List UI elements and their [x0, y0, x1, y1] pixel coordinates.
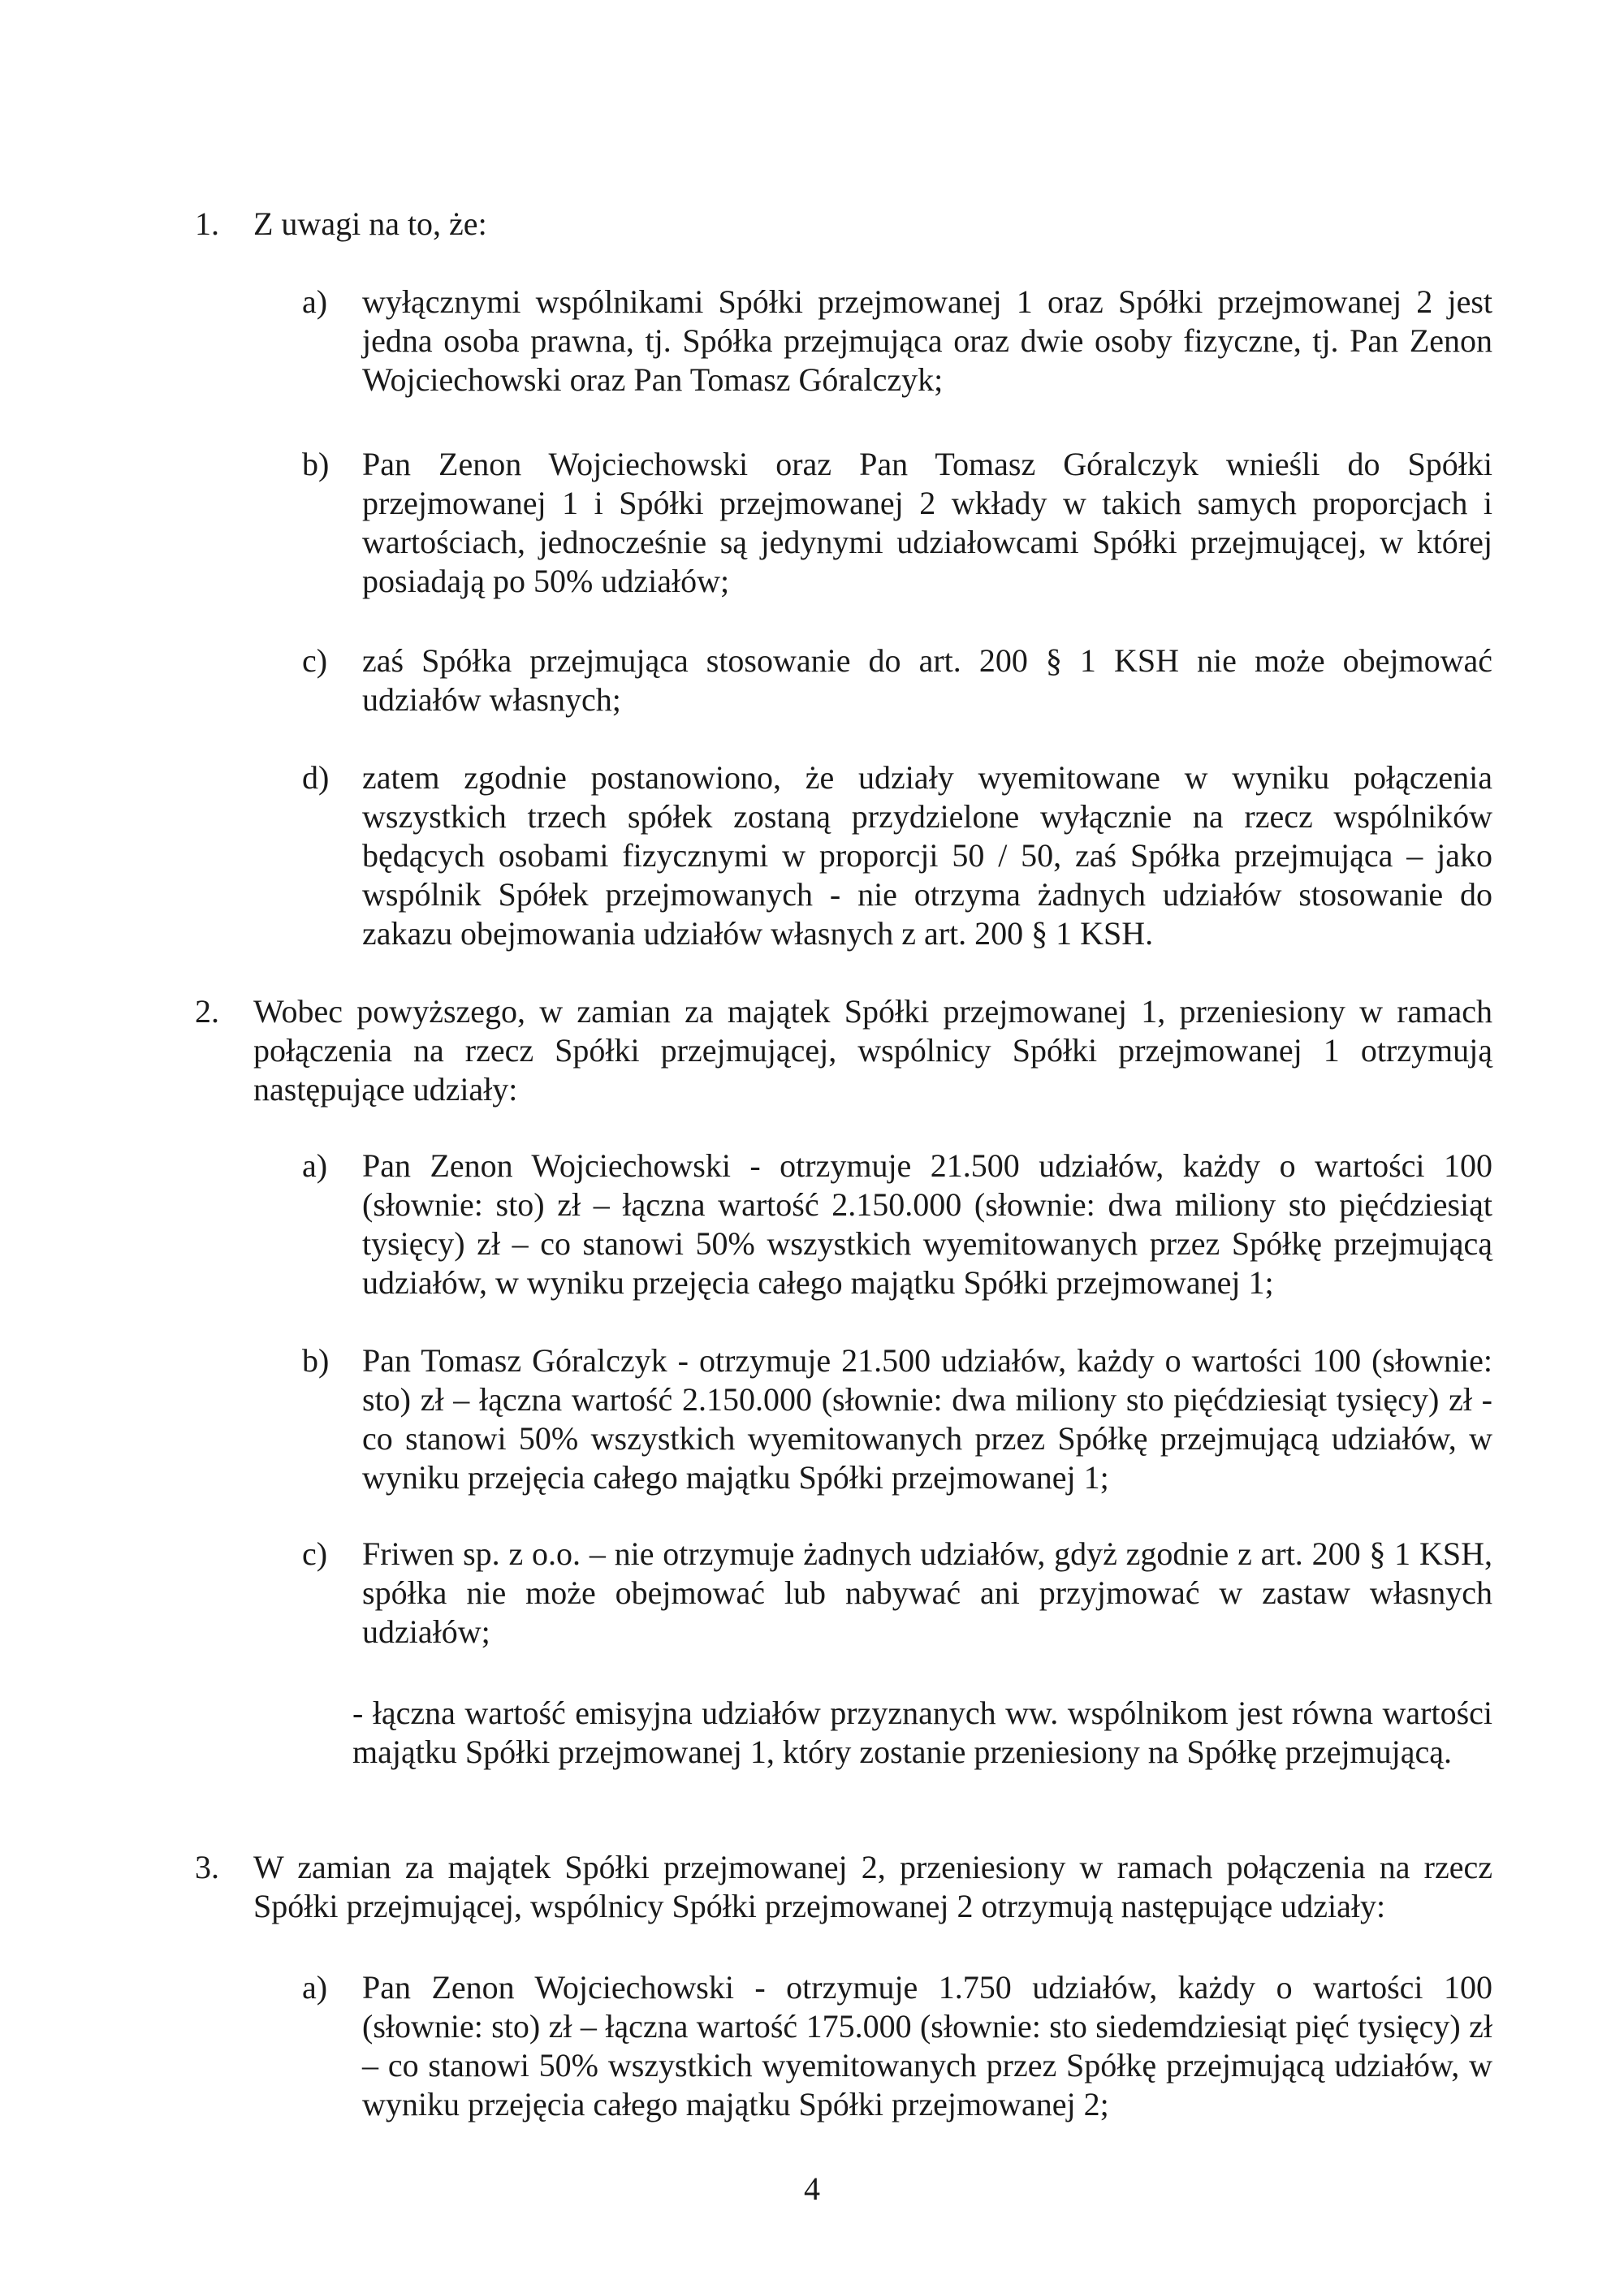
section-2 [195, 992, 1492, 1109]
list-item [302, 1535, 1492, 1652]
item-text: Pan Tomasz Góralczyk - otrzymuje 21.500 udziałów, każdy o wartości 100 (słownie: sto) zł – łączna wartość 2.150.000 (słownie: dwa miliony sto pięćdziesiąt tysięcy) zł - co stanowi 50% wszystkich wyemitowanych przez Spółkę przejmującą udziałów, w wyniku przejęcia całego majątku Spółki przejmowanej 1; [362, 1342, 1492, 1496]
item-label: c) [302, 642, 328, 679]
section-intro: Z uwagi na to, że: [253, 205, 487, 242]
list-item [302, 445, 1492, 601]
item-label: d) [302, 759, 330, 796]
item-label: c) [302, 1535, 328, 1572]
section-number: 3. [195, 1849, 219, 1885]
page-number: 4 [804, 2170, 820, 2207]
item-label: b) [302, 446, 330, 482]
section-intro: Wobec powyższego, w zamian za majątek Spółki przejmowanej 1, przeniesiony w ramach połączenia na rzecz Spółki przejmującej, wspólnicy Spółki przejmowanej 1 otrzymują następujące udziały: [253, 993, 1492, 1108]
item-text: Pan Zenon Wojciechowski oraz Pan Tomasz Góralczyk wnieśli do Spółki przejmowanej 1 i Spółki przejmowanej 2 wkłady w takich samych proporcjach i wartościach, jednocześnie są jedynymi udziałowcami Spółki przejmującej, w której posiadają po 50% udziałów; [362, 446, 1492, 599]
section-number: 1. [195, 205, 219, 242]
item-label: a) [302, 283, 328, 320]
section-3 [195, 1848, 1492, 1926]
section-number: 2. [195, 993, 219, 1030]
list-item [302, 1146, 1492, 1302]
item-text: Pan Zenon Wojciechowski - otrzymuje 1.750 udziałów, każdy o wartości 100 (słownie: sto) zł – łączna wartość 175.000 (słownie: sto siedemdziesiąt pięć tysięcy) zł – co stanowi 50% wszystkich wyemitowanych przez Spółkę przejmującą udziałów, w wyniku przejęcia całego majątku Spółki przejmowanej 2; [362, 1969, 1492, 2122]
item-label: a) [302, 1147, 328, 1184]
item-text: zatem zgodnie postanowiono, że udziały wyemitowane w wyniku połączenia wszystkich trzech spółek zostaną przydzielone wyłącznie na rzecz wspólników będących osobami fizycznymi w proporcji 50 / 50, zaś Spółka przejmująca – jako wspólnik Spółek przejmowanych - nie otrzyma żadnych udziałów stosowanie do zakazu obejmowania udziałów własnych z art. 200 § 1 KSH. [362, 759, 1492, 952]
section-2-note: - łączna wartość emisyjna udziałów przyznanych ww. wspólnikom jest równa wartości majątku Spółki przejmowanej 1, który zostanie przeniesiony na Spółkę przejmującą. [352, 1695, 1492, 1770]
list-item [302, 1341, 1492, 1497]
item-text: zaś Spółka przejmująca stosowanie do art. 200 § 1 KSH nie może obejmować udziałów własnych; [362, 642, 1492, 718]
list-item [302, 1968, 1492, 2124]
section-intro: W zamian za majątek Spółki przejmowanej 2, przeniesiony w ramach połączenia na rzecz Spółki przejmującej, wspólnicy Spółki przejmowanej 2 otrzymują następujące udziały: [253, 1849, 1492, 1924]
section-1 [195, 205, 1492, 244]
item-text: Pan Zenon Wojciechowski - otrzymuje 21.500 udziałów, każdy o wartości 100 (słownie: sto) zł – łączna wartość 2.150.000 (słownie: dwa miliony sto pięćdziesiąt tysięcy) zł – co stanowi 50% wszystkich wyemitowanych przez Spółkę przejmującą udziałów, w wyniku przejęcia całego majątku Spółki przejmowanej 1; [362, 1147, 1492, 1301]
item-text: wyłącznymi wspólnikami Spółki przejmowanej 1 oraz Spółki przejmowanej 2 jest jedna osoba prawna, tj. Spółka przejmująca oraz dwie osoby fizyczne, tj. Pan Zenon Wojciechowski oraz Pan Tomasz Góralczyk; [362, 283, 1492, 398]
item-label: a) [302, 1969, 328, 2006]
list-item [302, 641, 1492, 719]
list-item [302, 758, 1492, 953]
list-item [302, 283, 1492, 399]
item-label: b) [302, 1342, 330, 1379]
item-text: Friwen sp. z o.o. – nie otrzymuje żadnych udziałów, gdyż zgodnie z art. 200 § 1 KSH, spółka nie może obejmować lub nabywać ani przyjmować w zastaw własnych udziałów; [362, 1535, 1492, 1650]
